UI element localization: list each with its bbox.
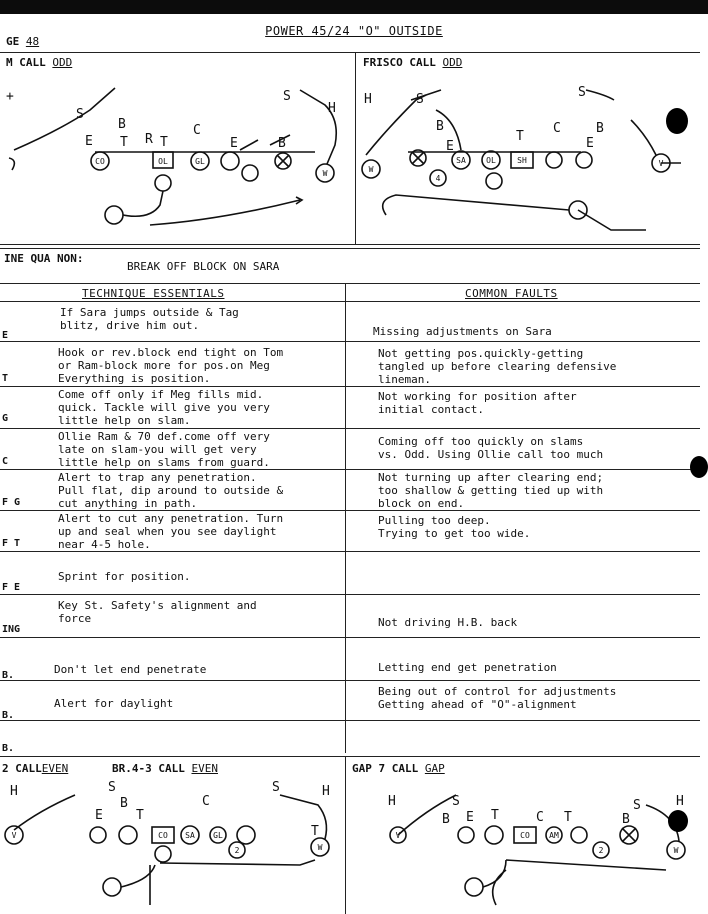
mark-w4: W	[673, 846, 679, 855]
play-diagram-top-left	[0, 70, 355, 242]
label-t5: T	[136, 808, 144, 823]
call-top-right-value: ODD	[442, 56, 463, 69]
label-s7: S	[452, 794, 460, 809]
play-diagram-top-right	[356, 70, 701, 242]
faults-header: COMMON FAULTS	[465, 287, 558, 300]
mark-w: W	[322, 169, 328, 178]
label-t6: T	[311, 824, 319, 839]
row-8-line	[0, 637, 700, 638]
row-1-fault: Missing adjustments on Sara	[373, 325, 552, 338]
scan-blot-3	[668, 810, 688, 832]
label-t3: T	[516, 129, 524, 144]
label-b5: B	[120, 796, 128, 811]
row-2-technique: Hook or rev.block end tight on Tom or Ram-block more for pos.on Meg Everything is position.	[58, 346, 284, 385]
label-s1: S	[76, 107, 84, 122]
row-8-pos: ING	[2, 624, 21, 635]
label-h2: H	[364, 92, 372, 107]
label-t7: T	[491, 808, 499, 823]
mark-v: V	[658, 159, 664, 168]
row-3-pos: G	[2, 413, 9, 424]
label-b6: B	[442, 812, 450, 827]
row-6-line	[0, 551, 700, 552]
sine-qua-non-text: BREAK OFF BLOCK ON SARA	[127, 260, 280, 273]
call-bottom-left-value: EVEN	[41, 762, 69, 775]
mark-sa: SA	[456, 156, 466, 165]
label-b4: B	[596, 121, 604, 136]
row-4-fault: Coming off too quickly on slams vs. Odd. Using Ollie call too much	[378, 435, 604, 461]
label-b1: B	[118, 117, 126, 132]
top-divider	[0, 52, 700, 53]
mark-ol2: OL	[486, 156, 496, 165]
call-top-left-label: M CALL	[6, 56, 46, 69]
call-bottom-left-2-label: BR.4-3 CALL	[112, 762, 185, 775]
mark-w3: W	[317, 843, 323, 852]
row-10-line	[0, 720, 700, 721]
label-s4: S	[578, 85, 586, 100]
diagram-bottom-divider	[0, 244, 700, 245]
call-bottom-right	[352, 762, 445, 775]
row-9-fault: Letting end get penetration	[378, 661, 557, 674]
scan-blot-2	[690, 456, 708, 478]
row-2-line	[0, 386, 700, 387]
mark-co: CO	[95, 157, 105, 166]
sine-qua-non-label: INE QUA NON:	[4, 252, 84, 265]
label-plus: +	[6, 89, 14, 104]
label-t8: T	[564, 810, 572, 825]
label-e1: E	[85, 134, 93, 149]
page-title: POWER 45/24 "O" OUTSIDE	[265, 24, 443, 38]
call-top-right-label: FRISCO CALL	[363, 56, 436, 69]
top-scan-bar	[0, 0, 708, 14]
row-9-technique: Don't let end penetrate	[54, 663, 207, 676]
play-diagram-bottom-right	[346, 775, 701, 914]
row-9-pos: B.	[2, 670, 15, 681]
table-center-divider	[345, 283, 346, 753]
label-e4: E	[586, 136, 594, 151]
scan-blot-1	[666, 108, 688, 134]
label-r1: R	[145, 132, 153, 147]
mark-sh: SH	[517, 156, 527, 165]
label-s3: S	[416, 92, 424, 107]
row-10-technique: Alert for daylight	[54, 697, 174, 710]
label-c2: C	[553, 121, 561, 136]
row-1-pos: E	[2, 330, 9, 341]
label-s5: S	[108, 780, 116, 795]
row-1-technique: If Sara jumps outside & Tag blitz, drive him out.	[60, 306, 239, 332]
row-5-line	[0, 510, 700, 511]
page-number: 48	[25, 35, 40, 48]
row-8-technique: Key St. Safety's alignment and force	[58, 599, 257, 625]
mark-co3: CO	[520, 831, 530, 840]
label-e2: E	[230, 136, 238, 151]
row-10-fault: Being out of control for adjustments Getting ahead of "O"-alignment	[378, 685, 617, 711]
label-b7: B	[622, 812, 630, 827]
row-1-line	[0, 341, 700, 342]
label-c1: C	[193, 123, 201, 138]
row-4-pos: C	[2, 456, 9, 467]
label-c4: C	[536, 810, 544, 825]
mark-gl2: GL	[213, 831, 223, 840]
row-3-technique: Come off only if Meg fills mid. quick. Tackle will give you very little help on slam.	[58, 388, 270, 427]
call-bottom-right-label: GAP 7 CALL	[352, 762, 419, 775]
row-3-fault: Not working for position after initial contact.	[378, 390, 577, 416]
label-h3: H	[10, 784, 18, 799]
row-7-pos: F E	[2, 582, 21, 593]
label-s2: S	[283, 89, 291, 104]
call-bottom-left-2	[112, 762, 218, 775]
row-8-fault: Not driving H.B. back	[378, 616, 518, 629]
call-bottom-left	[2, 762, 68, 775]
mark-gl: GL	[195, 157, 205, 166]
call-top-left-value: ODD	[52, 56, 73, 69]
page-number-label	[6, 35, 39, 48]
row-6-fault: Pulling too deep. Trying to get too wide.	[378, 514, 531, 540]
mark-am: AM	[549, 831, 559, 840]
row-6-technique: Alert to cut any penetration. Turn up and seal when you see daylight near 4-5 hole.	[58, 512, 284, 551]
diagram-bottom-divider-2	[0, 248, 700, 249]
mark-w2: W	[368, 165, 374, 174]
row-10-pos: B.	[2, 710, 15, 721]
label-h6: H	[676, 794, 684, 809]
mark-sa2: SA	[185, 831, 195, 840]
row-5-pos: F G	[2, 497, 21, 508]
call-top-left	[6, 56, 72, 69]
label-h1: H	[328, 101, 336, 116]
row-4-technique: Ollie Ram & 70 def.come off very late on slam-you will get very little help on slams from guard.	[58, 430, 270, 469]
mark-v3: V	[395, 831, 401, 840]
table-header-line	[0, 301, 700, 302]
technique-header: TECHNIQUE ESSENTIALS	[82, 287, 225, 300]
row-2-fault: Not getting pos.quickly-getting tangled up before clearing defensive lineman.	[378, 347, 617, 386]
call-bottom-left-2-value: EVEN	[191, 762, 218, 775]
label-h5: H	[388, 794, 396, 809]
mark-2: 2	[234, 846, 240, 855]
row-5-fault: Not turning up after clearing end; too shallow & getting tied up with block on end.	[378, 471, 604, 510]
row-6-pos: F T	[2, 538, 21, 549]
row-9-line	[0, 680, 700, 681]
label-s6: S	[272, 780, 280, 795]
label-e5: E	[95, 808, 103, 823]
table-bottom-line	[0, 756, 700, 757]
label-c3: C	[202, 794, 210, 809]
row-2-pos: T	[2, 373, 9, 384]
label-e3: E	[446, 139, 454, 154]
mark-v2: V	[11, 831, 17, 840]
label-b2: B	[278, 136, 286, 151]
call-bottom-left-label: 2 CALL	[2, 762, 42, 775]
mark-2b: 2	[598, 846, 604, 855]
play-diagram-bottom-left	[0, 775, 345, 914]
mark-ol: OL	[158, 157, 168, 166]
label-s8: S	[633, 798, 641, 813]
label-h4: H	[322, 784, 330, 799]
row-4-line	[0, 469, 700, 470]
label-e6: E	[466, 810, 474, 825]
table-top-line	[0, 283, 700, 284]
row-7-line	[0, 594, 700, 595]
label-t2: T	[160, 135, 168, 150]
call-top-right	[363, 56, 462, 69]
page-label-text: GE	[6, 35, 20, 48]
mark-4: 4	[435, 174, 441, 183]
call-bottom-right-value: GAP	[424, 762, 445, 775]
row-3-line	[0, 428, 700, 429]
label-b3: B	[436, 119, 444, 134]
mark-co2: CO	[158, 831, 168, 840]
label-t1: T	[120, 135, 128, 150]
row-7-technique: Sprint for position.	[58, 570, 191, 583]
row-5-technique: Alert to trap any penetration. Pull flat, dip around to outside & cut anything in path.	[58, 471, 284, 510]
row-11-pos: B.	[2, 743, 15, 754]
